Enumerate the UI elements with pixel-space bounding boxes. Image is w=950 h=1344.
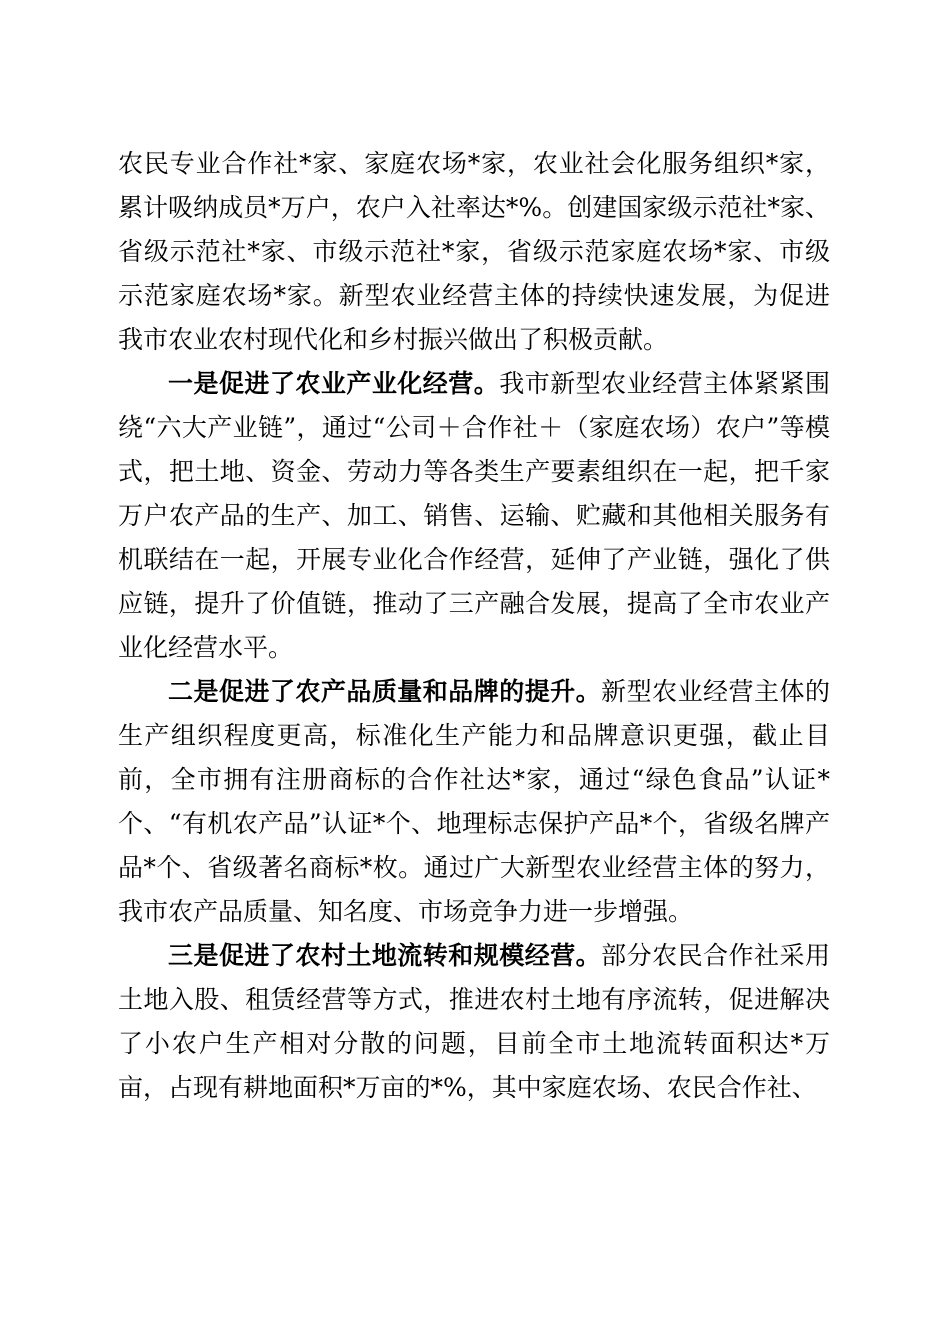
paragraph-2-text: 我市新型农业经营主体紧紧围绕“六大产业链”，通过“公司＋合作社＋（家庭农场）农户”等模式，把土地、资金、劳动力等各类生产要素组织在一起，把千家万户农产品的生产、加工、销售、运输、贮藏和其他相关服务有机联结在一起，开展专业化合作经营，延伸了产业链，强化了供应链，提升了价值链，推动了三产融合发展，提高了全市农业产业化经营水平。 (118, 369, 830, 662)
paragraph-2 (118, 362, 830, 670)
paragraph-3-lead: 二是促进了农产品质量和品牌的提升。 (168, 677, 602, 706)
document-body (118, 142, 830, 1110)
paragraph-3-text: 新型农业经营主体的生产组织程度更高，标准化生产能力和品牌意识更强，截止目前，全市拥有注册商标的合作社达*家，通过“绿色食品”认证*个、“有机农产品”认证*个、地理标志保护产品*个，省级名牌产品*个、省级著名商标*枚。通过广大新型农业经营主体的努力，我市农产品质量、知名度、市场竞争力进一步增强。 (118, 677, 830, 926)
paragraph-4 (118, 934, 830, 1110)
paragraph-1-text: 农民专业合作社*家、家庭农场*家，农业社会化服务组织*家，累计吸纳成员*万户，农户入社率达*%。创建国家级示范社*家、省级示范社*家、市级示范社*家，省级示范家庭农场*家、市级示范家庭农场*家。新型农业经营主体的持续快速发展，为促进我市农业农村现代化和乡村振兴做出了积极贡献。 (118, 149, 830, 354)
paragraph-3 (118, 670, 830, 934)
paragraph-4-lead: 三是促进了农村土地流转和规模经营。 (168, 941, 602, 970)
paragraph-2-lead: 一是促进了农业产业化经营。 (168, 369, 500, 398)
paragraph-1 (118, 142, 830, 362)
paragraph-4-text: 部分农民合作社采用土地入股、租赁经营等方式，推进农村土地有序流转，促进解决了小农户生产相对分散的问题，目前全市土地流转面积达*万亩，占现有耕地面积*万亩的*%，其中家庭农场、农民合作社、 (118, 941, 830, 1102)
